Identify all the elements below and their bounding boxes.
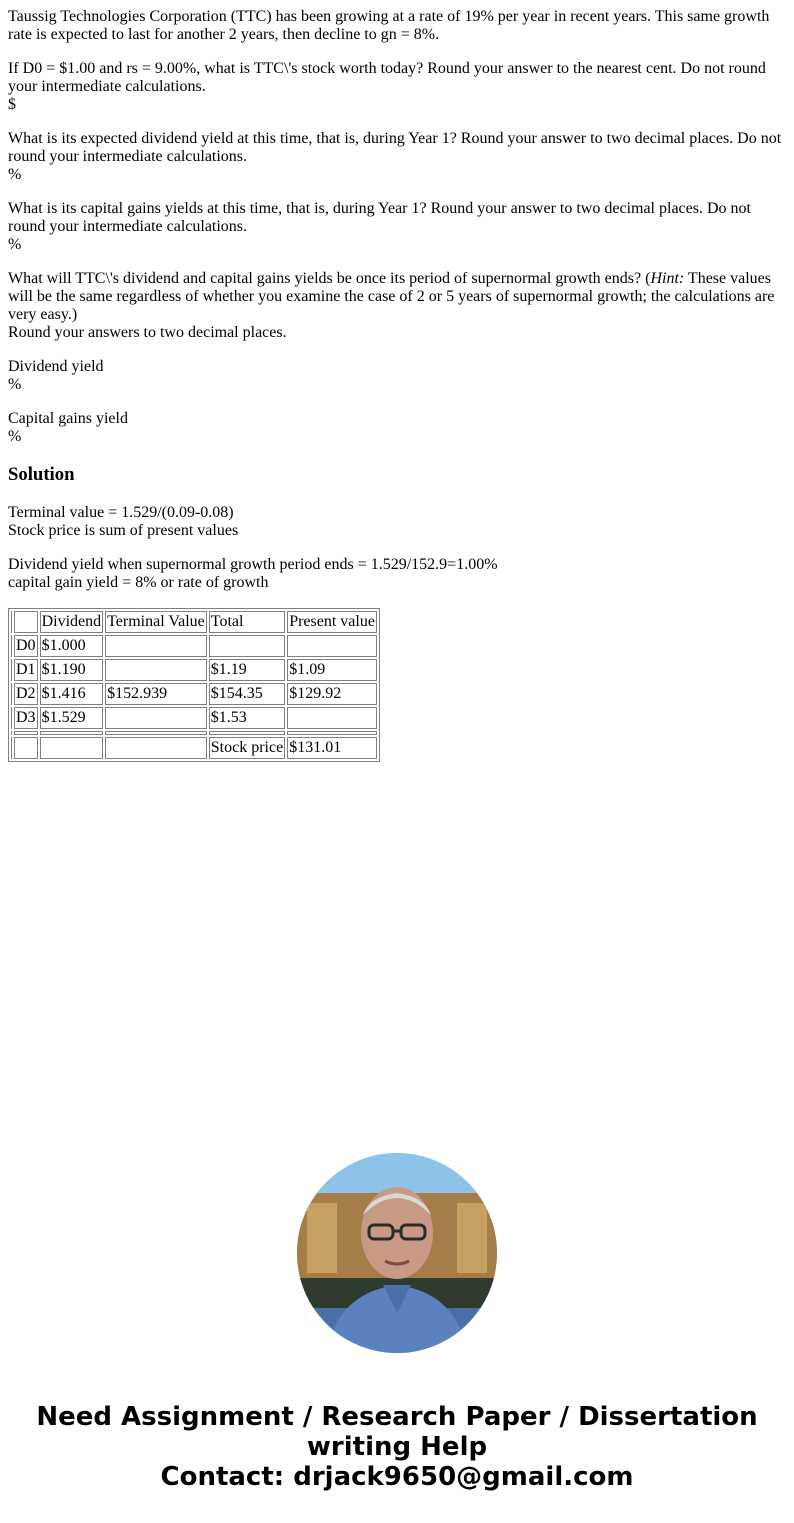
question-dividend-yield [8, 130, 786, 184]
author-avatar [297, 1153, 497, 1353]
dividend-yield-label: Dividend yield [8, 358, 104, 375]
capital-gains-answer-unit: % [8, 428, 22, 445]
table-cell: $1.53 [209, 707, 285, 729]
dividend-yield-answer-unit: % [8, 376, 22, 393]
table-row [11, 659, 377, 681]
table-row [11, 683, 377, 705]
solution-heading: Solution [8, 464, 75, 485]
table-cell [40, 731, 104, 735]
table-cell [287, 707, 377, 729]
table-cell: $131.01 [287, 737, 377, 759]
question-post-growth-after: These values will be the same regardless of whether you examine the case of 2 or 5 years of supernormal growth; the calculations are very easy.) [8, 270, 775, 323]
table-row-stock-price [11, 737, 377, 759]
table-cell: D1 [14, 659, 38, 681]
question-stock-price-text: If D0 = $1.00 and rs = 9.00%, what is TTC\'s stock worth today? Round your answer to the nearest cent. Do not round your intermediate calculations. [8, 60, 766, 95]
table-header: Terminal Value [105, 611, 207, 633]
dividend-yield-line: Dividend yield when supernormal growth period ends = 1.529/152.9=1.00% [8, 556, 498, 573]
valuation-table [8, 608, 380, 762]
table-cell [105, 737, 207, 759]
banner-line-1: Need Assignment / Research Paper / Dissertation [36, 1402, 758, 1432]
table-cell: $129.92 [287, 683, 377, 705]
capital-gains-answer [8, 410, 786, 446]
person-photo-icon [297, 1153, 497, 1353]
table-cell: D3 [14, 707, 38, 729]
table-cell [105, 659, 207, 681]
question-post-growth-before: What will TTC\'s dividend and capital gains yields be once its period of supernormal growth ends? ( [8, 270, 651, 287]
table-cell [287, 731, 377, 735]
table-cell: $1.09 [287, 659, 377, 681]
table-cell: $1.529 [40, 707, 104, 729]
question-capital-gains [8, 200, 786, 254]
table-cell [14, 731, 38, 735]
dividend-yield-unit: % [8, 166, 22, 183]
table-cell [209, 731, 285, 735]
question-post-growth [8, 270, 786, 342]
document-body [8, 8, 786, 762]
table-cell [40, 737, 104, 759]
promo-banner [0, 1402, 794, 1492]
table-row [11, 635, 377, 657]
capital-gains-unit: % [8, 236, 22, 253]
table-cell: $1.190 [40, 659, 104, 681]
table-cell: $1.416 [40, 683, 104, 705]
table-cell: D0 [14, 635, 38, 657]
table-cell [209, 635, 285, 657]
question-stock-price [8, 60, 786, 114]
table-cell [287, 635, 377, 657]
table-row [11, 707, 377, 729]
question-capital-gains-text: What is its capital gains yields at this time, that is, during Year 1? Round your answer to two decimal places. Do not round your intermediate calculations. [8, 200, 751, 235]
table-cell: Stock price [209, 737, 285, 759]
table-cell [105, 707, 207, 729]
table-cell [105, 635, 207, 657]
table-cell [105, 731, 207, 735]
banner-line-2: writing Help [306, 1432, 488, 1462]
table-header: Dividend [40, 611, 104, 633]
capital-gain-line: capital gain yield = 8% or rate of growth [8, 574, 269, 591]
hint-label: Hint: [650, 270, 685, 287]
round-instruction: Round your answers to two decimal places. [8, 324, 287, 341]
terminal-value-line: Terminal value = 1.529/(0.09-0.08) [8, 504, 234, 521]
solution-yields [8, 556, 786, 592]
banner-contact: Contact: drjack9650@gmail.com [160, 1462, 634, 1492]
table-spacer-row [11, 731, 377, 735]
stock-price-line: Stock price is sum of present values [8, 522, 239, 539]
dividend-yield-answer [8, 358, 786, 394]
question-intro: Taussig Technologies Corporation (TTC) has been growing at a rate of 19% per year in recent years. This same growth rate is expected to last for another 2 years, then decline to gn = 8%. [8, 8, 770, 43]
table-cell [14, 737, 38, 759]
capital-gains-label: Capital gains yield [8, 410, 128, 427]
table-header [14, 611, 38, 633]
table-cell: $154.35 [209, 683, 285, 705]
table-header: Present value [287, 611, 377, 633]
solution-terminal-value [8, 504, 786, 540]
table-cell: D2 [14, 683, 38, 705]
table-cell: $1.19 [209, 659, 285, 681]
table-header-row [11, 611, 377, 633]
table-header: Total [209, 611, 285, 633]
stock-price-unit: $ [8, 96, 16, 113]
question-dividend-yield-text: What is its expected dividend yield at this time, that is, during Year 1? Round your answer to two decimal places. Do not round your intermediate calculations. [8, 130, 782, 165]
table-cell: $1.000 [40, 635, 104, 657]
table-cell: $152.939 [105, 683, 207, 705]
